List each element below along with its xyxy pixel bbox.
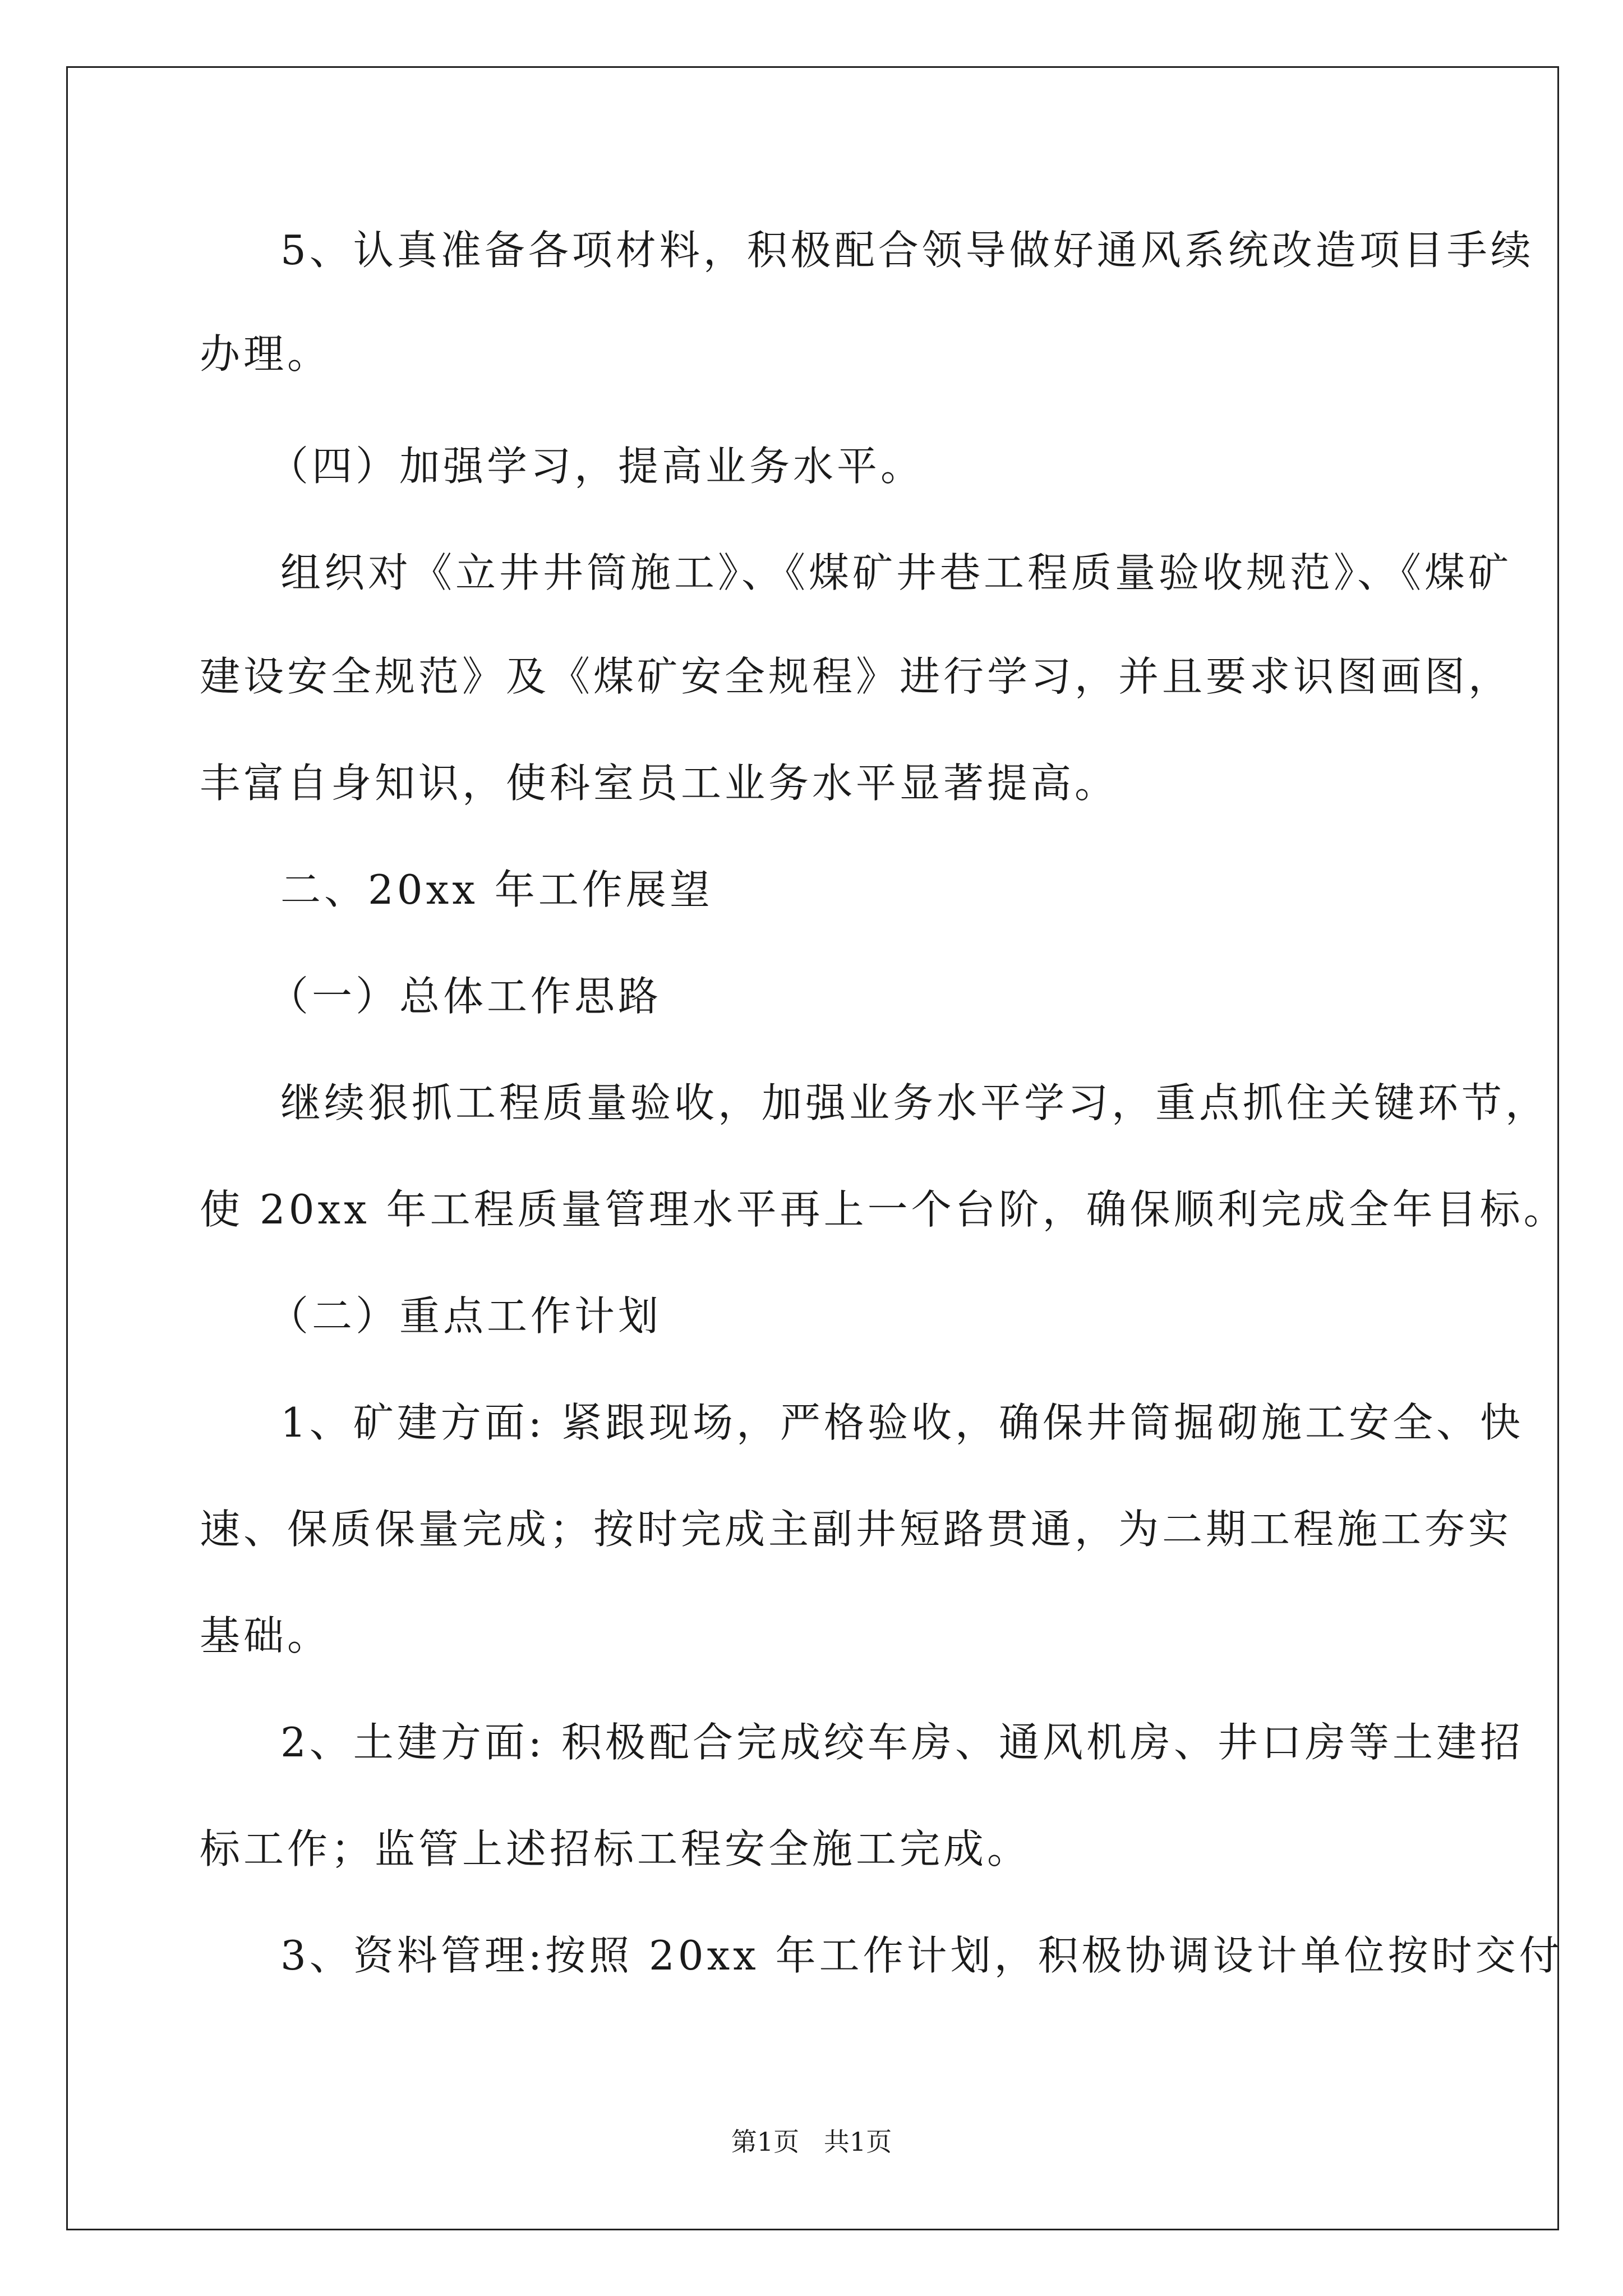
section-heading-one: （一）总体工作思路	[268, 973, 662, 1020]
section-heading-four: （四）加强学习，提高业务水平。	[268, 443, 925, 490]
text-line-14: 基础。	[200, 1612, 331, 1659]
text-line-2: 办理。	[200, 330, 331, 378]
text-line-10: 使 20xx 年工程质量管理水平再上一个台阶，确保顺利完成全年目标。	[200, 1186, 1567, 1233]
page-number-footer: 第1页 共1页	[731, 2127, 892, 2157]
text-line-16: 标工作；监管上述招标工程安全施工完成。	[200, 1825, 1031, 1872]
text-line-4: 组织对《立井井筒施工》、《煤矿井巷工程质量验收规范》、《煤矿	[280, 549, 1513, 596]
text-line-1: 5、认真准备各项材料，积极配合领导做好通风系统改造项目手续	[280, 227, 1534, 274]
page-border	[66, 66, 1559, 2230]
section-heading-two: （二）重点工作计划	[268, 1292, 662, 1340]
chapter-heading-two: 二、20xx 年工作展望	[280, 866, 713, 913]
text-line-12: 1、矿建方面: 紧跟现场，严格验收，确保井筒掘砌施工安全、快	[280, 1399, 1524, 1446]
text-line-17: 3、资料管理:按照 20xx 年工作计划，积极协调设计单位按时交付	[280, 1932, 1563, 1979]
text-line-9: 继续狠抓工程质量验收，加强业务水平学习，重点抓住关键环节，	[280, 1079, 1550, 1126]
text-line-13: 速、保质保量完成；按时完成主副井短路贯通，为二期工程施工夯实	[200, 1506, 1513, 1553]
text-line-15: 2、土建方面: 积极配合完成绞车房、通风机房、井口房等土建招	[280, 1719, 1524, 1766]
text-line-6: 丰富自身知识，使科室员工业务水平显著提高。	[200, 760, 1119, 807]
text-line-5: 建设安全规范》及《煤矿安全规程》进行学习，并且要求识图画图，	[200, 653, 1513, 700]
